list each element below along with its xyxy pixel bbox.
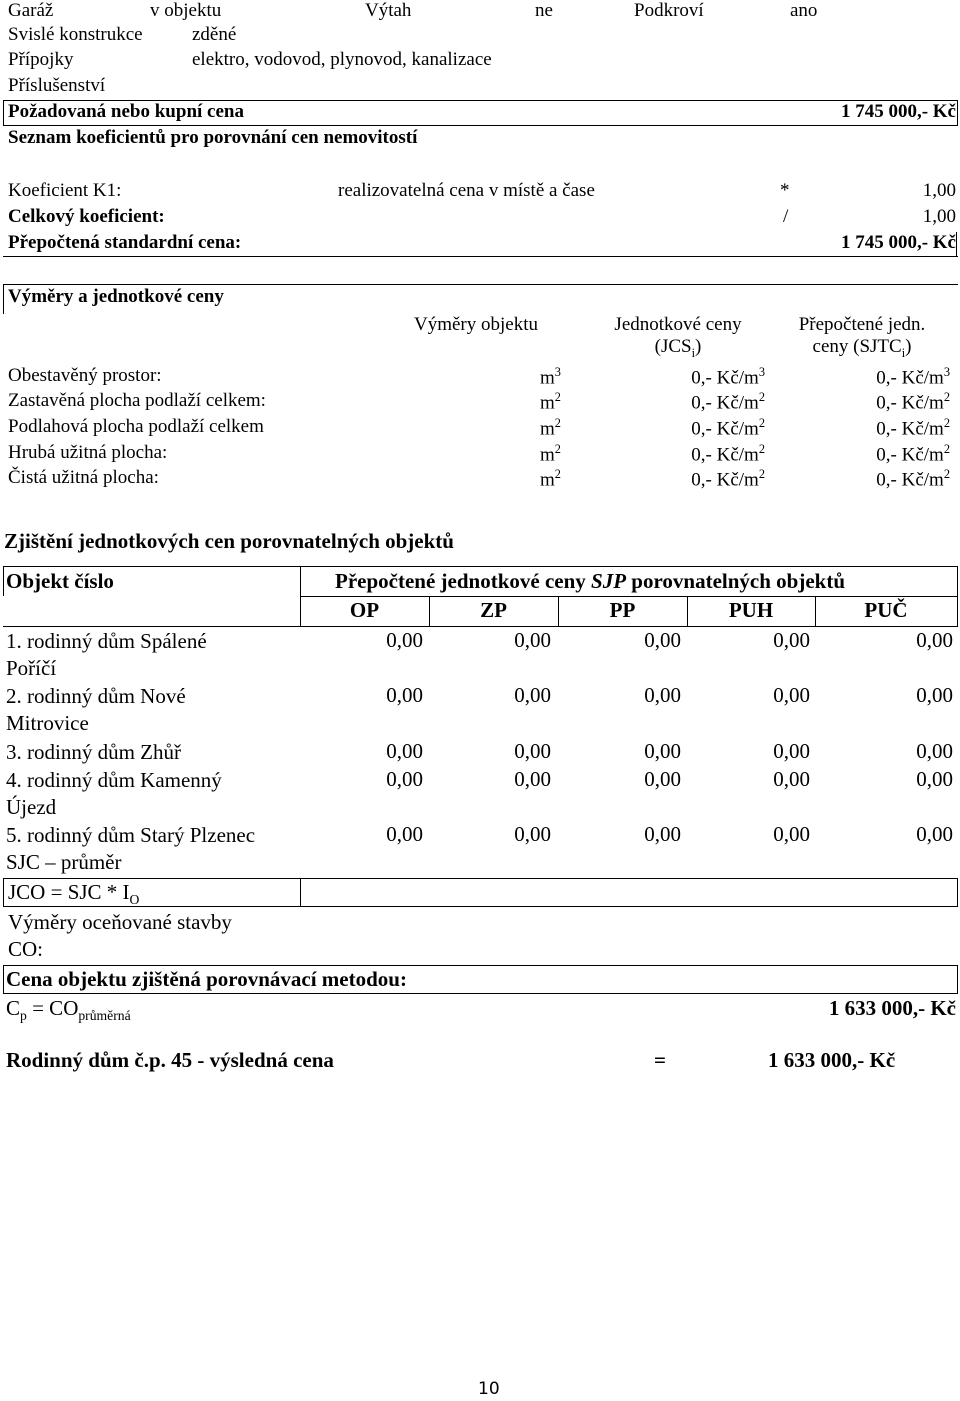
vymery-row-label: Obestavěný prostor: [8, 365, 162, 386]
svisle-label: Svislé konstrukce [8, 24, 143, 45]
final-value: 1 633 000,- Kč [768, 1048, 896, 1072]
total-coef-op: / [783, 206, 789, 227]
vymery-row-sjtc: 0,- $Kč/m^2$ [876, 442, 950, 466]
vymery-title: Výměry a jednotkové ceny [8, 286, 224, 307]
col-zp: ZP [480, 598, 507, 622]
vymery-row-unit: $m^2$ [540, 467, 561, 491]
vymery-row-sjtc: 0,- $Kč/m^2$ [876, 416, 950, 440]
vymery-row-sjtc: 0,- $Kč/m^2$ [876, 390, 950, 414]
vymery-row-sjtc: 0,- $Kč/m^2$ [876, 467, 950, 491]
object-value-puc: 0,00 [916, 767, 953, 791]
object-value-op: 0,00 [386, 767, 423, 791]
cp-value: 1 633 000,- Kč [828, 996, 956, 1020]
vymery-row-label: Hrubá užitná plocha: [8, 442, 168, 463]
object-value-puc: 0,00 [916, 628, 953, 652]
k1-label: Koeficient K1: [8, 180, 122, 201]
object-value-zp: 0,00 [514, 683, 551, 707]
jco-formula: JCO = SJC * $I_O$ [8, 880, 140, 908]
object-value-zp: 0,00 [514, 767, 551, 791]
vymery-row-sjtc: 0,- $Kč/m^3$ [876, 365, 950, 389]
object-value-pp: 0,00 [644, 683, 681, 707]
cena-label: Cena objektu zjištěná porovnávací metodou: [6, 967, 407, 991]
object-value-puh: 0,00 [773, 822, 810, 846]
object-value-op: 0,00 [386, 628, 423, 652]
podkrovi-label: Podkroví [634, 0, 704, 21]
vymery-col-objektu: Výměry objektu [414, 314, 539, 335]
vymery-row-unit: $m^2$ [540, 442, 561, 466]
grid-top [3, 566, 958, 567]
object-value-pp: 0,00 [644, 739, 681, 763]
object-name: 2. rodinný dům Nové Mitrovice [6, 684, 186, 735]
jco-value-box [300, 878, 958, 907]
garaz-value: v objektu [150, 0, 222, 21]
std-price-value: 1 745 000,- Kč [840, 232, 956, 253]
garaz-label: Garáž [8, 0, 54, 21]
grid-mid [300, 596, 958, 597]
svisle-value: zděné [192, 24, 237, 45]
pripojky-value: elektro, vodovod, plynovod, kanalizace [192, 49, 492, 70]
object-value-puh: 0,00 [773, 628, 810, 652]
object-value-pp: 0,00 [644, 822, 681, 846]
vymery-row-unit: $m^2$ [540, 416, 561, 440]
col-puc: PUČ [864, 598, 908, 622]
grid-right [957, 566, 958, 626]
k1-op: * [780, 180, 790, 201]
vymery-col-sjtc: Přepočtené jedn. ceny $(SJTC_i)$ [798, 314, 926, 360]
final-eq: = [654, 1048, 666, 1072]
vytah-label: Výtah [365, 0, 412, 21]
price-label: Požadovaná nebo kupní cena [8, 101, 244, 122]
price-value: 1 745 000,- Kč [840, 101, 956, 122]
k1-desc: realizovatelná cena v místě a čase [338, 180, 595, 201]
vymery-row-jcs: 0,- $Kč/m^2$ [691, 442, 765, 466]
vymery-row-unit: $m^2$ [540, 390, 561, 414]
objekt-header: Objekt číslo [6, 569, 114, 593]
object-value-puc: 0,00 [916, 683, 953, 707]
final-label: Rodinný dům č.p. 45 - výsledná cena [6, 1048, 334, 1072]
object-value-pp: 0,00 [644, 767, 681, 791]
vymery-row-unit: $m^3$ [540, 365, 561, 389]
object-value-op: 0,00 [386, 739, 423, 763]
seznam-title: Seznam koeficientů pro porovnání cen nemovitostí [8, 127, 418, 148]
pripojky-label: Přípojky [8, 49, 74, 70]
col-pp: PP [609, 598, 636, 622]
vymery-row-label: Čistá užitná plocha: [8, 467, 159, 488]
total-coef-label: Celkový koeficient: [8, 206, 165, 227]
vymery-row-jcs: 0,- $Kč/m^2$ [691, 467, 765, 491]
total-coef-value: 1,00 [922, 206, 956, 227]
object-value-zp: 0,00 [514, 822, 551, 846]
grid-left [3, 566, 4, 596]
object-value-op: 0,00 [386, 683, 423, 707]
object-name: 5. rodinný dům Starý Plzenec [6, 823, 256, 847]
vymery-row-jcs: 0,- $Kč/m^2$ [691, 416, 765, 440]
vymery-row-label: Podlahová plocha podlaží celkem [8, 416, 264, 437]
k1-value: 1,00 [922, 180, 956, 201]
object-value-pp: 0,00 [644, 628, 681, 652]
object-value-puh: 0,00 [773, 739, 810, 763]
vymery-row-jcs: 0,- $Kč/m^2$ [691, 390, 765, 414]
vymery-col-jcs: Jednotkové ceny $(JCS_i)$ [614, 314, 742, 360]
object-name: 4. rodinný dům Kamenný Újezd [6, 768, 222, 819]
object-name: 1. rodinný dům Spálené Poříčí [6, 629, 207, 680]
cp-formula: $C_p = CO_{průměrná}$ [6, 996, 131, 1024]
vymery-stavby: Výměry oceňované stavby CO: [8, 910, 232, 961]
object-value-puh: 0,00 [773, 767, 810, 791]
vytah-value: ne [535, 0, 553, 21]
prislusenstvi-label: Příslušenství [8, 75, 106, 96]
object-name: 3. rodinný dům Zhůř [6, 740, 181, 764]
col-op: OP [349, 598, 380, 622]
page-number: 10 [478, 1379, 500, 1399]
comparison-title: Zjištění jednotkových cen porovnatelných objektů [4, 529, 454, 553]
col-puh: PUH [728, 598, 774, 622]
sjc-label: SJC – průměr [6, 850, 122, 874]
object-value-puc: 0,00 [916, 739, 953, 763]
vymery-row-label: Zastavěná plocha podlaží celkem: [8, 390, 266, 411]
object-value-puc: 0,00 [916, 822, 953, 846]
sjp-header: Přepočtené jednotkové ceny SJP porovnatelných objektů [335, 569, 846, 593]
podkrovi-value: ano [790, 0, 818, 21]
object-value-puh: 0,00 [773, 683, 810, 707]
std-price-underline [3, 256, 958, 257]
std-price-label: Přepočtená standardní cena: [8, 232, 242, 253]
vymery-row-jcs: 0,- $Kč/m^3$ [691, 365, 765, 389]
grid-bottom [3, 626, 958, 627]
object-value-zp: 0,00 [514, 739, 551, 763]
std-price-right-rule [956, 232, 957, 256]
object-value-zp: 0,00 [514, 628, 551, 652]
object-value-op: 0,00 [386, 822, 423, 846]
